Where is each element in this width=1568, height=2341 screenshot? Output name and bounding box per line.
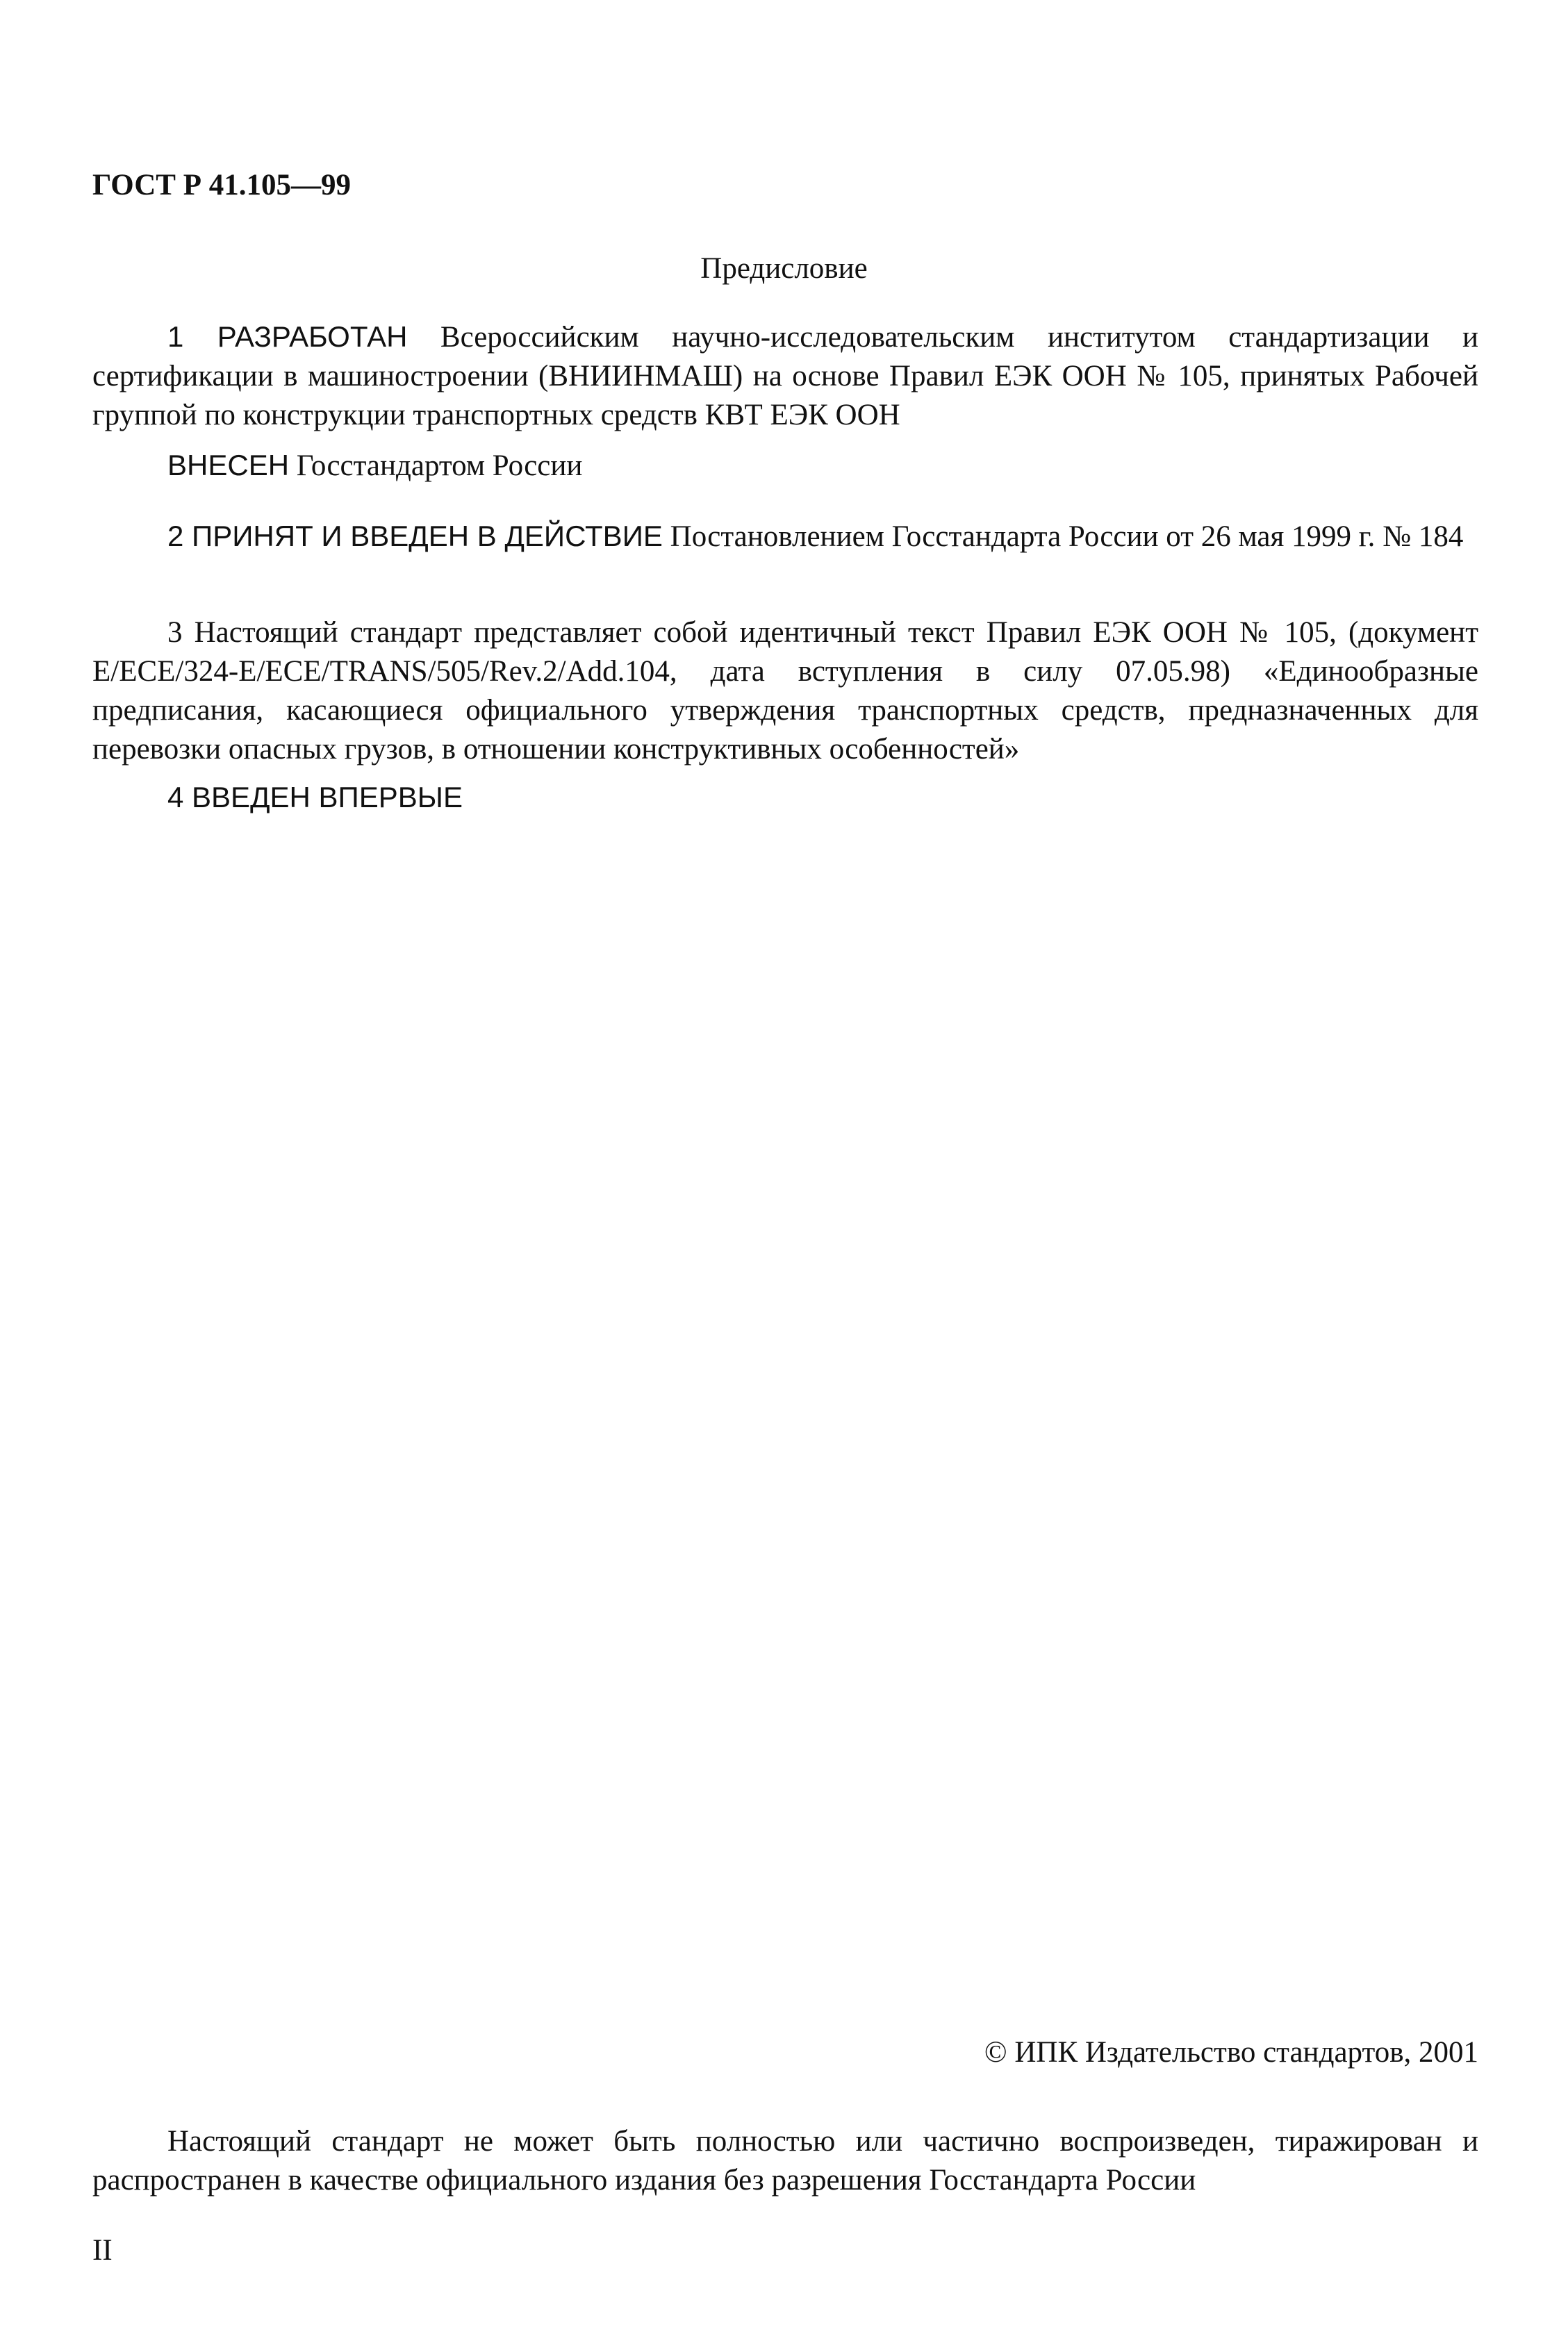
item-adopted <box>92 517 1478 556</box>
item-introduced <box>92 446 1478 486</box>
item-identical-text: 3 Настоящий стандарт представляет собой идентичный текст Правил ЕЭК ООН № 105, (документ E/ECE/324-E/ECE/TRANS/505/Rev.2/Add.104, дата вступления в силу 07.05.98) «Единообразные предписания, касающиеся официального утверждения транспортных средств, предназначенных для перевозки опасных грузов, в отношении конструктивных особенностей» <box>92 616 1478 766</box>
item-adopted-text: Постановлением Госстандарта России от 26 мая 1999 г. № 184 <box>662 520 1464 553</box>
item-developed <box>92 317 1478 435</box>
item-developed-prefix: 1 РАЗРАБОТАН <box>167 320 408 353</box>
page-number: II <box>92 2234 113 2267</box>
section-title: Предисловие <box>700 252 868 285</box>
item-introduced-text: Госстандартом России <box>289 449 583 482</box>
item-introduced-prefix: ВНЕСЕН <box>167 449 290 481</box>
copyright: © ИПК Издательство стандартов, 2001 <box>984 2036 1478 2069</box>
reproduction-notice: Настоящий стандарт не может быть полностью или частично воспроизведен, тиражирован и распространен в качестве официального издания без разрешения Госстандарта России <box>92 2125 1478 2197</box>
item-developed-text: Всероссийским научно-исследовательским институтом стандартизации и сертификации в машиностроении (ВНИИНМАШ) на основе Правил ЕЭК ООН № 105, принятых Рабочей группой по конструкции транспортных средств КВТ ЕЭК ООН <box>92 321 1478 431</box>
document-code: ГОСТ Р 41.105—99 <box>92 169 352 201</box>
item-adopted-prefix: 2 ПРИНЯТ И ВВЕДЕН В ДЕЙСТВИЕ <box>167 520 663 552</box>
item-first-introduced: 4 ВВЕДЕН ВПЕРВЫЕ <box>167 781 463 813</box>
